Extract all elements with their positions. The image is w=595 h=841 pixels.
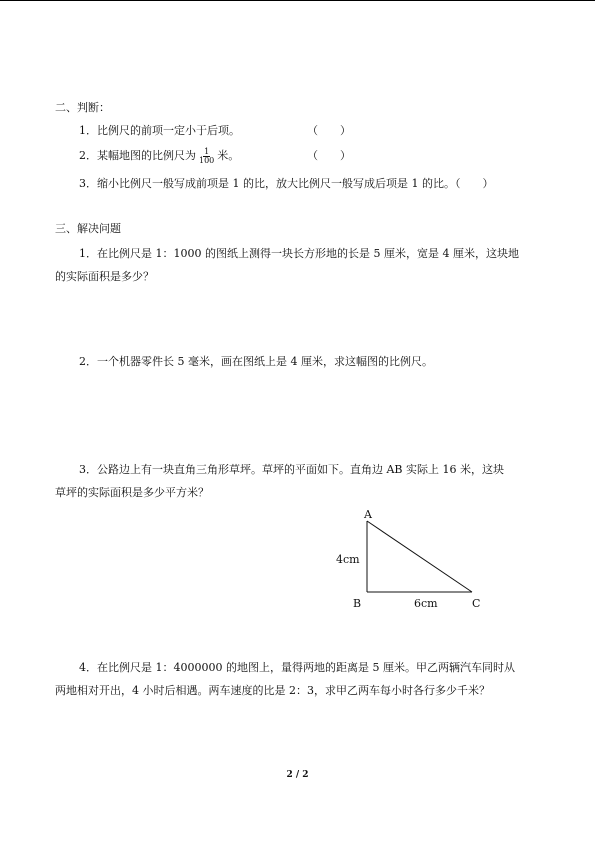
side-bc-length-label: 6cm	[414, 597, 438, 610]
fraction-numerator: 1	[204, 146, 210, 156]
side-ab-length-label: 4cm	[336, 553, 360, 566]
judge-item-2-suffix: 米。	[217, 149, 240, 162]
question-4-line-2: 两地相对开出，4 小时后相遇。两车速度的比是 2：3，求甲乙两车每小时各行多少千米？	[55, 684, 490, 697]
vertex-b-label: B	[353, 597, 362, 610]
judge-item-2-bracket: （ ）	[307, 149, 351, 162]
question-1-line-1: 1．在比例尺是 1：1000 的图纸上测得一块长方形地的长是 5 厘米，宽是 4 厘米，这块地	[79, 247, 519, 260]
question-3-line-1: 3．公路边上有一块直角三角形草坪。草坪的平面如下。直角边 AB 实际上 16 米，这块	[79, 463, 505, 476]
section-heading-judge: 二、判断：	[55, 101, 110, 114]
triangle-side-ac	[367, 521, 472, 592]
vertex-a-label: A	[364, 508, 372, 521]
question-3-line-2: 草坪的实际面积是多少平方米？	[55, 486, 209, 499]
judge-item-1-bracket: （ ）	[307, 124, 351, 137]
judge-item-3: 3．缩小比例尺一般写成前项是 1 的比，放大比例尺一般写成后项是 1 的比。（ ）	[79, 177, 494, 190]
judge-item-1-text: 1．比例尺的前项一定小于后项。	[79, 124, 240, 137]
question-4-line-1: 4．在比例尺是 1：4000000 的地图上，量得两地的距离是 5 厘米。甲乙两辆汽车同时从	[79, 661, 515, 674]
page-number: 2 / 2	[286, 770, 309, 780]
section-heading-solve: 三、解决问题	[55, 222, 121, 235]
question-1-line-2: 的实际面积是多少？	[55, 270, 154, 283]
vertex-c-label: C	[472, 597, 481, 610]
question-2-line-1: 2．一个机器零件长 5 毫米，画在图纸上是 4 厘米，求这幅图的比例尺。	[79, 355, 433, 368]
judge-item-2-prefix: 2．某幅地图的比例尺为	[79, 149, 196, 162]
fraction-denominator: 100	[199, 155, 215, 165]
